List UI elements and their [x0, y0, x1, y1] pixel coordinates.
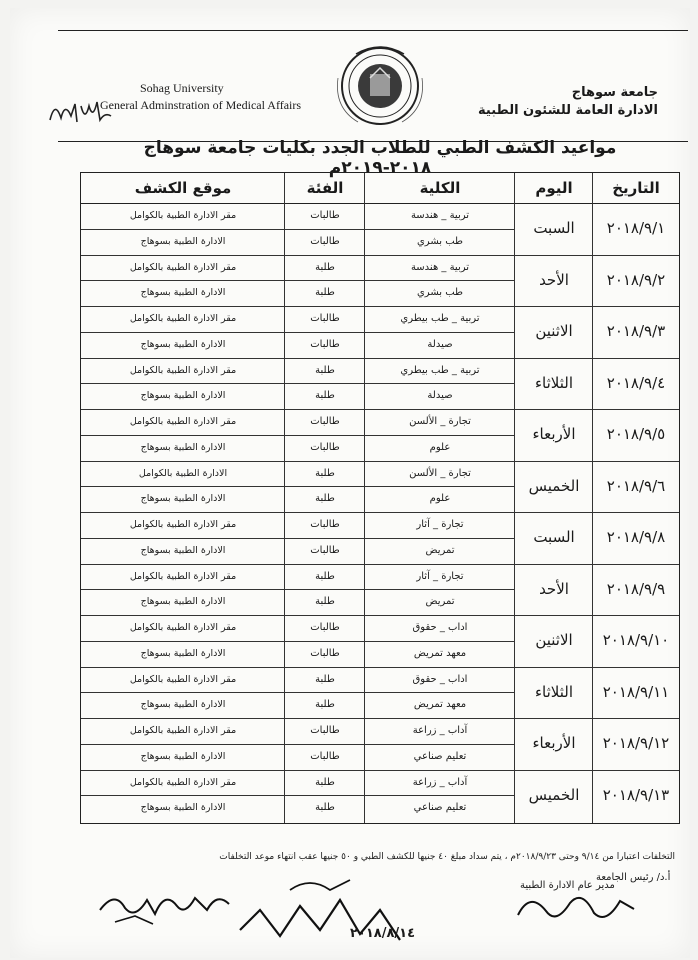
schedule-faculty: تعليم صناعي [413, 802, 467, 814]
schedule-category: طلبة [315, 364, 335, 376]
schedule-location: مقر الادارة الطبية بالكوامل [129, 313, 237, 324]
schedule-day: الثلاثاء [534, 682, 573, 701]
column-header-faculty: الكلية [365, 173, 515, 204]
column-header-day: اليوم [515, 173, 593, 204]
schedule-faculty: تمريض [425, 544, 455, 556]
schedule-location: مقر الادارة الطبية بالكوامل [129, 210, 237, 221]
schedule-location: مقر الادارة الطبية بالكوامل [129, 622, 237, 633]
schedule-faculty: آداب _ زراعة [412, 725, 468, 736]
schedule-category: طلبة [315, 467, 335, 479]
schedule-location: الادارة الطبية بسوهاج [140, 390, 226, 402]
schedule-category: طالبات [310, 441, 340, 453]
schedule-faculty: تجارة _ آثار [416, 519, 464, 530]
schedule-faculty: تجارة _ آثار [416, 570, 464, 582]
schedule-date: ٢٠١٨/٩/١١ [602, 682, 670, 701]
schedule-date: ٢٠١٨/٩/٦ [606, 476, 666, 495]
column-header-category: الفئة [285, 173, 365, 204]
department-name-en: General Adminstration of Medical Affairs [100, 98, 302, 112]
schedule-location: مقر الادارة الطبية بالكوامل [129, 416, 237, 427]
schedule-category: طالبات [310, 416, 340, 427]
schedule-date: ٢٠١٨/٩/٩ [606, 579, 666, 598]
schedule-date: ٢٠١٨/٩/١٢ [602, 734, 670, 752]
schedule-day: الأحد [539, 270, 569, 289]
schedule-faculty: تعليم صناعي [413, 750, 467, 762]
schedule-location: مقر الادارة الطبية بالكوامل [129, 673, 237, 685]
schedule-category: طالبات [310, 210, 340, 221]
schedule-day: الثلاثاء [534, 373, 573, 392]
schedule-faculty: علوم [429, 441, 451, 453]
schedule-category: طلبة [315, 570, 335, 582]
schedule-location: مقر الادارة الطبية بالكوامل [129, 261, 237, 273]
schedule-category: طلبة [315, 673, 335, 685]
university-name-ar: جامعة سوهاج [571, 85, 658, 100]
schedule-date: ٢٠١٨/٩/٢ [606, 270, 666, 289]
schedule-faculty: طب بشري [416, 235, 463, 247]
schedule-location: الادارة الطبية بسوهاج [140, 699, 226, 711]
schedule-category: طالبات [310, 544, 340, 556]
schedule-day: الخميس [528, 476, 580, 495]
schedule-category: طلبة [315, 287, 335, 299]
schedule-location: الادارة الطبية بسوهاج [140, 441, 226, 453]
schedule-location: مقر الادارة الطبية بالكوامل [129, 519, 237, 530]
schedule-faculty: تمريض [425, 596, 455, 608]
schedule-day: الخميس [528, 785, 580, 804]
handwritten-date: ٢٠١٨/٨/١٤ [350, 926, 416, 941]
schedule-category: طلبة [315, 390, 335, 402]
schedule-faculty: معهد تمريض [413, 647, 467, 659]
schedule-category: طالبات [310, 750, 340, 762]
schedule-faculty: علوم [429, 493, 451, 505]
schedule-location: الادارة الطبية بالكوامل [138, 467, 228, 479]
schedule-day: الاثنين [535, 631, 573, 649]
column-header-date: التاريخ [593, 173, 679, 204]
schedule-table [80, 172, 680, 824]
schedule-date: ٢٠١٨/٩/١٠ [602, 631, 670, 649]
schedule-faculty: تربية _ طب بيطري [400, 313, 480, 324]
schedule-category: طالبات [310, 519, 340, 530]
schedule-faculty: تجارة _ الألسن [409, 416, 471, 427]
schedule-faculty: اداب _ حقوق [412, 673, 468, 685]
schedule-category: طلبة [315, 596, 335, 608]
schedule-date: ٢٠١٨/٩/٤ [606, 373, 666, 392]
schedule-location: الادارة الطبية بسوهاج [140, 493, 226, 505]
schedule-category: طالبات [310, 622, 340, 633]
schedule-category: طلبة [315, 776, 335, 788]
column-header-location: موقع الكشف [81, 173, 285, 204]
schedule-category: طلبة [315, 261, 335, 273]
schedule-category: طالبات [310, 647, 340, 659]
letterhead-arabic [418, 84, 658, 120]
schedule-faculty: اداب _ حقوق [412, 622, 468, 633]
schedule-faculty: صيدلة [427, 390, 453, 402]
schedule-location: الادارة الطبية بسوهاج [140, 544, 226, 556]
schedule-faculty: صيدلة [427, 338, 453, 350]
schedule-faculty: تجارة _ الألسن [409, 467, 471, 479]
department-name-ar: الادارة العامة للشئون الطبية [478, 103, 658, 118]
schedule-location: مقر الادارة الطبية بالكوامل [129, 364, 237, 376]
schedule-day: الأربعاء [532, 425, 576, 443]
schedule-category: طلبة [315, 802, 335, 814]
schedule-day: السبت [533, 219, 575, 237]
schedule-faculty: طب بشري [416, 287, 463, 299]
schedule-date: ٢٠١٨/٩/٣ [606, 322, 666, 340]
schedule-category: طالبات [310, 338, 340, 350]
schedule-location: الادارة الطبية بسوهاج [140, 287, 226, 299]
schedule-location: مقر الادارة الطبية بالكوامل [129, 725, 237, 736]
schedule-faculty: معهد تمريض [413, 699, 467, 711]
handwritten-signature-director [510, 885, 640, 930]
document-title: مواعيد الكشف الطبي للطلاب الجدد بكليات جامعة سوهاج ٢٠١٨-٢٠١٩م [143, 138, 617, 178]
university-president-title: أ.د/ رئيس الجامعة [596, 872, 671, 883]
schedule-date: ٢٠١٨/٩/٥ [606, 425, 666, 443]
schedule-category: طالبات [310, 235, 340, 247]
schedule-day: الاثنين [535, 322, 573, 340]
schedule-location: مقر الادارة الطبية بالكوامل [129, 570, 237, 582]
schedule-location: الادارة الطبية بسوهاج [140, 750, 226, 762]
schedule-day: السبت [533, 528, 575, 546]
letterhead-english [100, 80, 360, 114]
schedule-category: طلبة [315, 699, 335, 711]
schedule-faculty: تربية _ هندسة [410, 210, 470, 221]
handwritten-note-top [45, 92, 115, 132]
schedule-faculty: تربية _ هندسة [410, 261, 470, 273]
schedule-location: الادارة الطبية بسوهاج [140, 647, 226, 659]
university-name-en: Sohag University [140, 81, 224, 95]
schedule-category: طلبة [315, 493, 335, 505]
university-seal-logo [330, 38, 430, 128]
schedule-day: الأربعاء [532, 734, 576, 752]
schedule-date: ٢٠١٨/٩/٨ [606, 528, 666, 546]
medical-director-title: مدير عام الادارة الطبية [520, 880, 615, 891]
schedule-category: طالبات [310, 725, 340, 736]
schedule-category: طالبات [310, 313, 340, 324]
schedule-location: مقر الادارة الطبية بالكوامل [129, 776, 237, 788]
schedule-faculty: آداب _ زراعة [412, 776, 468, 788]
schedule-location: الادارة الطبية بسوهاج [140, 338, 226, 350]
schedule-location: الادارة الطبية بسوهاج [140, 235, 226, 247]
handwritten-signature-president [95, 870, 235, 930]
schedule-day: الأحد [539, 579, 569, 598]
schedule-location: الادارة الطبية بسوهاج [140, 596, 226, 608]
schedule-date: ٢٠١٨/٩/١٣ [602, 785, 670, 804]
schedule-date: ٢٠١٨/٩/١ [606, 219, 666, 237]
footer-fee-note: التخلفات اعتبارا من ٩/١٤ وحتى ٢٠١٨/٩/٢٣م ، يتم سداد مبلغ ٤٠ جنيها للكشف الطبي و ٥٠ جنيها عقب انتهاء موعد التخلفات [219, 852, 675, 862]
schedule-location: الادارة الطبية بسوهاج [140, 802, 226, 814]
schedule-faculty: تربية _ طب بيطري [400, 364, 480, 376]
